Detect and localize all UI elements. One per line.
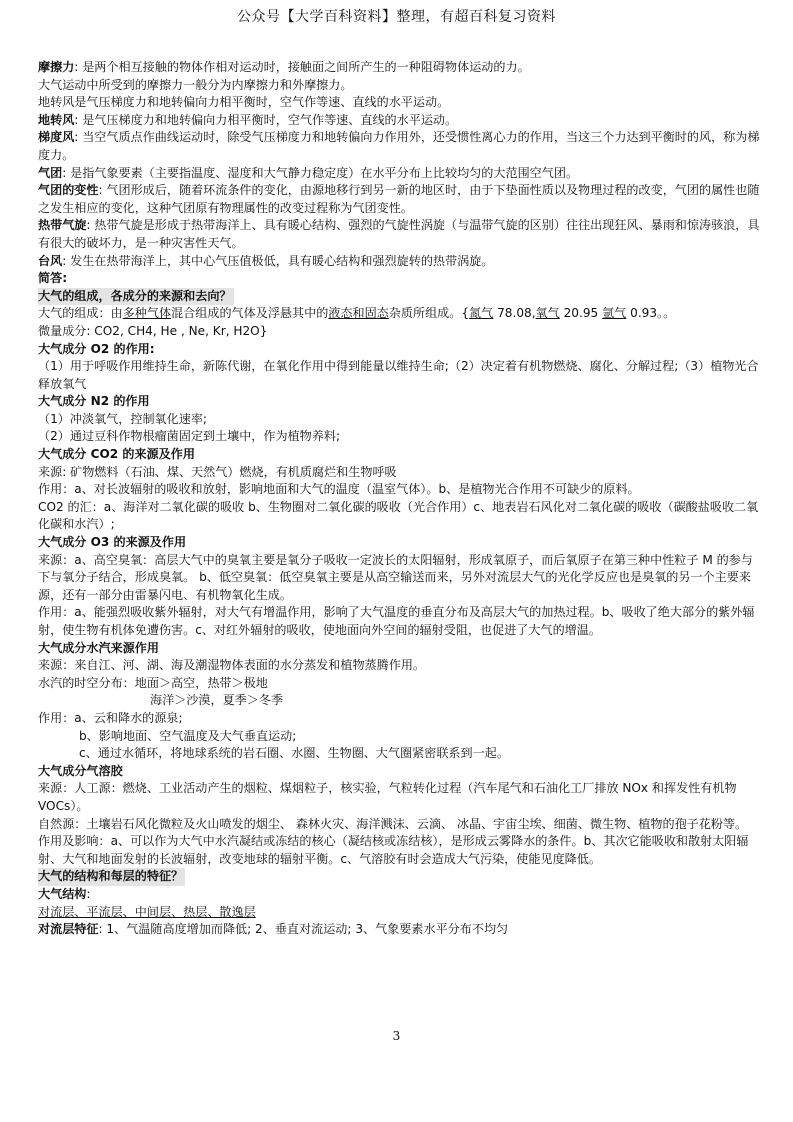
text-span: 20.95 xyxy=(559,306,603,321)
line-text: （2）通过豆科作物根瘤菌固定到土壤中，作为植物养料; xyxy=(38,429,341,444)
paragraph-line xyxy=(38,816,762,834)
definition-line xyxy=(38,182,762,217)
page-number: 3 xyxy=(392,1029,401,1043)
line-text: : 是气压梯度力和地转偏向力相平衡时，空气作等速、直线的水平运动。 xyxy=(74,112,458,127)
line-text: 来源：a、高空臭氧：高层大气中的臭氧主要是氧分子吸收一定波长的太阳辐射，形成氧原子，而后氧原子在第三种中性粒子 M 的参与下与氧分子结合，形成臭氧。 b、低空臭氧：低空臭氧主要是从高空输送而来，另外对流层大气的光化学反应也是臭氧的另一个主要来源，还有一部分由雷暴闪电、有机物氧化生成。 xyxy=(38,552,753,602)
section-heading-text: 大气的结构和每层的特征？ xyxy=(38,868,185,886)
paragraph-line xyxy=(38,481,762,499)
section-heading xyxy=(38,288,762,306)
line-text: : 热带气旋是形成于热带海洋上、具有暖心结构、强烈的气旋性涡旋（与温带气旋的区别）往往出现狂风、暴雨和惊涛骇浪，具有很大的破坏力，是一种灾害性天气。 xyxy=(38,218,760,250)
text-span: 混合组成的气体及浮悬其中的 xyxy=(171,306,329,321)
definition-line xyxy=(38,253,762,271)
paragraph-line xyxy=(38,552,762,605)
line-text: （1）用于呼吸作用维持生命，新陈代谢，在氧化作用中得到能量以维持生命;（2）决定着有机物燃烧、腐化、分解过程;（3）植物光合释放氧气 xyxy=(38,359,759,391)
subheading: 大气成分 CO2 的来源及作用 xyxy=(38,447,195,462)
line-text: : xyxy=(86,886,91,901)
paragraph-line xyxy=(38,94,762,112)
text-span: 大气的组成：由 xyxy=(38,306,123,321)
line-text: 来源：来自江、河、湖、海及潮湿物体表面的水分蒸发和植物蒸腾作用。 xyxy=(38,658,426,673)
paragraph-line xyxy=(38,833,762,868)
paragraph-line xyxy=(38,675,762,693)
line-text: CO2 的汇：a、海洋对二氧化碳的吸收 b、生物圈对二氧化碳的吸收（光合作用）c、地表岩石风化对二氧化碳的吸收（碳酸盐吸收二氧化碳和水汽）; xyxy=(38,499,759,532)
term-label: 摩擦力 xyxy=(38,60,75,74)
page-header: 公众号【大学百科资料】整理，有超百科复习资料 xyxy=(237,9,556,25)
definition-line xyxy=(38,112,762,130)
definition-line xyxy=(38,921,762,939)
underlined-text: 液态和固态 xyxy=(328,306,389,321)
underlined-text: 多种气体 xyxy=(122,306,172,321)
line-text: 作用：a、对长波辐射的吸收和放射，影响地面和大气的温度（温室气体）。b、是植物光合作用不可缺少的原料。 xyxy=(38,482,640,497)
text-span: 0.93。。 xyxy=(626,306,676,321)
section-heading xyxy=(38,868,762,886)
definition-line xyxy=(38,217,762,252)
underlined-text: 对流层、平流层、中间层、热层、散逸层 xyxy=(38,904,256,919)
paragraph-line xyxy=(38,499,762,534)
line-text: （1）冲淡氧气，控制氧化速率; xyxy=(38,411,207,426)
paragraph-line xyxy=(38,780,762,815)
underlined-text: 氧气 xyxy=(535,306,560,321)
line-text: : 1、气温随高度增加而降低; 2、垂直对流运动; 3、气象要素水平分布不均匀 xyxy=(98,922,509,937)
line-text: c、通过水循环，将地球系统的岩石圈、水圈、生物圈、大气圈紧密联系到一起。 xyxy=(79,746,509,761)
text-span: 78.08, xyxy=(493,306,536,321)
definition-line xyxy=(38,165,762,183)
subheading: 大气成分气溶胶 xyxy=(38,763,123,778)
paragraph-line xyxy=(38,657,762,675)
term-label: 对流层特征 xyxy=(38,922,99,937)
line-text: 地转风是气压梯度力和地转偏向力相平衡时，空气作等速、直线的水平运动。 xyxy=(38,95,450,110)
paragraph-line xyxy=(38,323,762,341)
line-text: 海洋＞沙漠，夏季＞冬季 xyxy=(150,693,284,708)
subheading: 大气成分水汽来源作用 xyxy=(38,640,159,655)
paragraph-line xyxy=(38,710,762,728)
line-text: 作用：a、云和降水的源泉; xyxy=(38,710,183,725)
paragraph-line xyxy=(38,604,762,639)
definition-line xyxy=(38,129,762,164)
line-text: 水汽的时空分布：地面＞高空，热带＞极地 xyxy=(38,675,268,690)
paragraph-line xyxy=(38,745,762,763)
term-label: 气团的变性 xyxy=(38,183,99,198)
line-text: : 是指气象要素（主要指温度、湿度和大气静力稳定度）在水平分布上比较均匀的大范围空气团。 xyxy=(62,165,579,180)
line-text: : 是两个相互接触的物体作相对运动时，接触面之间所产生的一种阻碍物体运动的力。 xyxy=(74,60,530,74)
line-text: 大气运动中所受到的摩擦力一般分为内摩擦力和外摩擦力。 xyxy=(38,77,353,92)
paragraph-line xyxy=(38,728,762,746)
text-span: 杂质所组成。{ xyxy=(388,306,470,321)
term-label: 台风 xyxy=(38,253,63,268)
line-text: : 气团形成后，随着环流条件的变化，由源地移行到另一新的地区时，由于下垫面性质以及物理过程的改变，气团的属性也随之发生相应的变化，这种气团原有物理属性的改变过程称为气团变性。 xyxy=(38,183,760,215)
line-text: 微量成分: CO2, CH4, He , Ne, Kr, H2O} xyxy=(38,323,268,338)
term-label: 梯度风 xyxy=(38,130,75,145)
line-text: : 发生在热带海洋上，其中心气压值极低，具有暖心结构和强烈旋转的热带涡旋。 xyxy=(62,253,494,268)
underlined-text: 氮气 xyxy=(469,306,494,321)
term-label: 热带气旋 xyxy=(38,218,87,233)
paragraph-line xyxy=(38,358,762,393)
paragraph-line xyxy=(38,464,762,482)
term-label: 大气结构 xyxy=(38,886,87,901)
line-text: 来源: 矿物燃料（石油、煤、天然气）燃烧，有机质腐烂和生物呼吸 xyxy=(38,464,397,479)
paragraph-line xyxy=(38,692,762,710)
subheading: 大气成分 O3 的来源及作用 xyxy=(38,535,187,550)
subheading: 大气成分 O2 的作用: xyxy=(38,341,155,356)
paragraph-line xyxy=(38,77,762,95)
line-text: b、影响地面、空气温度及大气垂直运动; xyxy=(79,728,297,743)
definition-line xyxy=(38,59,762,77)
document-body xyxy=(38,59,762,939)
section-heading-text: 大气的组成，各成分的来源和去向？ xyxy=(38,288,234,306)
definition-line xyxy=(38,886,762,904)
underlined-text: 氩气 xyxy=(602,306,627,321)
term-label: 气团 xyxy=(38,165,63,180)
paragraph-line xyxy=(38,428,762,446)
paragraph-line xyxy=(38,305,762,323)
paragraph-line xyxy=(38,904,762,922)
line-text: 自然源：土壤岩石风化微粒及火山喷发的烟尘、 森林火灾、海洋溅沫、云滴、 冰晶、宇宙尘埃、细菌、微生物、植物的孢子花粉等。 xyxy=(38,816,748,831)
subheading: 大气成分 N2 的作用 xyxy=(38,394,150,409)
line-text: 作用：a、能强烈吸收紫外辐射，对大气有增温作用，影响了大气温度的垂直分布及高层大气的加热过程。b、吸收了绝大部分的紫外辐射，使生物有机体免遭伤害。c、对红外辐射的吸收，使地面向外空间的辐射受阻，也促进了大气的增温。 xyxy=(38,605,755,637)
paragraph-line xyxy=(38,411,762,429)
line-text: 来源：人工源：燃烧、工业活动产生的烟粒、煤烟粒子，核实验，气粒转化过程（汽车尾气和石油化工厂排放 NOx 和挥发性有机物 VOCs）。 xyxy=(38,781,737,813)
line-text: : 当空气质点作曲线运动时，除受气压梯度力和地转偏向力作用外，还受惯性离心力的作用，当这三个力达到平衡时的风，称为梯度力。 xyxy=(38,130,760,162)
subheading: 简答: xyxy=(38,271,68,286)
term-label: 地转风 xyxy=(38,112,75,127)
line-text: 作用及影响：a、可以作为大气中水汽凝结或冻结的核心（凝结核或冻结核），是形成云雾降水的条件。b、其次它能吸收和散射太阳辐射、大气和地面发射的长波辐射，改变地球的辐射平衡。c、气溶胶有时会造成大气污染，使能见度降低。 xyxy=(38,834,749,866)
